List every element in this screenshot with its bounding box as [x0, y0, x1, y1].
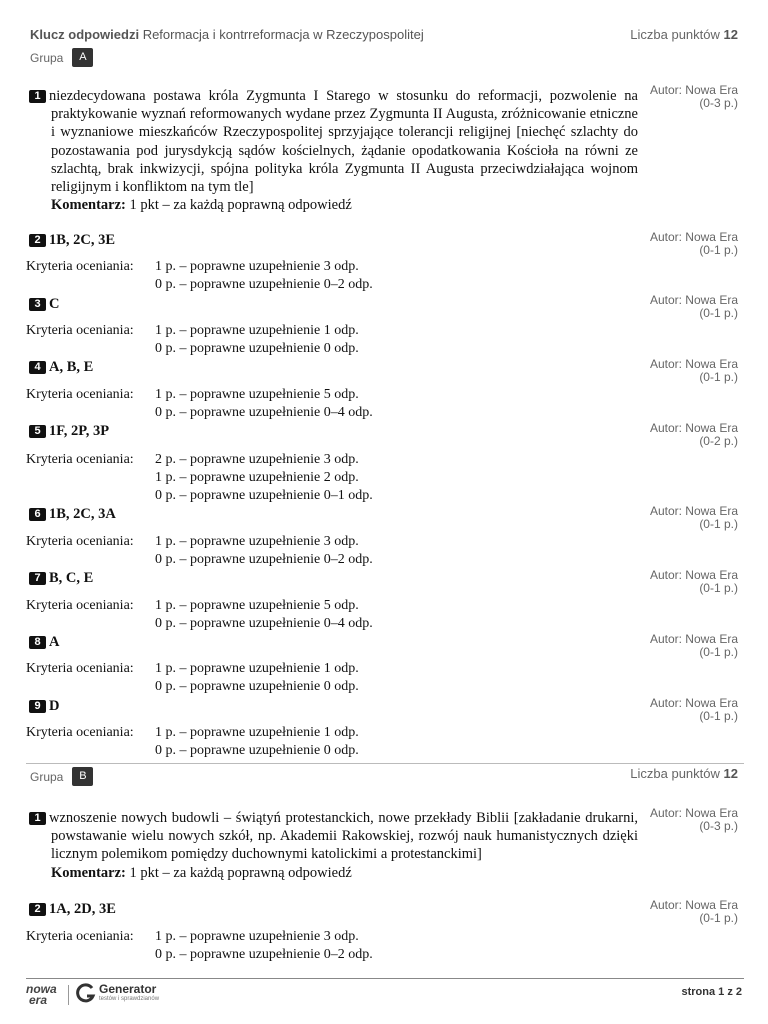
question-a4: 4 A, B, E — [29, 358, 638, 376]
author-a4: Autor: Nowa Era (0-1 p.) — [649, 357, 738, 384]
group-a-label: Grupa A — [30, 48, 93, 67]
author-a9: Autor: Nowa Era (0-1 p.) — [649, 696, 738, 723]
page-number: strona 1 z 2 — [681, 986, 742, 998]
author-a5: Autor: Nowa Era (0-2 p.) — [649, 421, 738, 448]
author-a8: Autor: Nowa Era (0-1 p.) — [649, 632, 738, 659]
document-title — [30, 27, 424, 42]
question-a8: 8 A — [29, 633, 638, 651]
generator-g-icon — [76, 983, 96, 1005]
question-b1: 1 wznoszenie nowych budowli – świątyń protestanckich, nowe przekłady Biblii [zakładanie drukarni, powstawanie wielu nowych szkół, np. Akademii Rakowskiej, rozwój nauk humanistycznych dzięki licznym polemikom pomiędzy duchownymi katolickimi a protestanckimi] Komentarz: 1 pkt – za każdą poprawną odpowiedź — [29, 809, 638, 882]
title-rest: Reformacja i kontrreformacja w Rzeczypospolitej — [142, 27, 424, 42]
question-a7: 7 B, C, E — [29, 569, 638, 587]
author-a2: Autor: Nowa Era (0-1 p.) — [649, 230, 738, 257]
comment: Komentarz: 1 pkt – za każdą poprawną odpowiedź — [51, 197, 352, 214]
author-a1: Autor: Nowa Era (0-3 p.) — [649, 83, 738, 110]
nowa-era-logo: nowa era — [26, 982, 57, 1007]
group-a-badge: A — [72, 48, 93, 67]
question-a6: 6 1B, 2C, 3A — [29, 505, 638, 523]
question-number: 1 — [29, 90, 46, 103]
question-b2: 2 1A, 2D, 3E — [29, 900, 638, 918]
author-a7: Autor: Nowa Era (0-1 p.) — [649, 568, 738, 595]
question-a5: 5 1F, 2P, 3P — [29, 422, 638, 440]
author-b2: Autor: Nowa Era (0-1 p.) — [649, 898, 738, 925]
author-a3: Autor: Nowa Era (0-1 p.) — [649, 293, 738, 320]
total-points: Liczba punktów 12 — [630, 27, 738, 42]
answer-text: niezdecydowana postawa króla Zygmunta I Starego w stosunku do reformacji, pozwolenie na praktykowanie wyznań reformowanych wydane przez Zygmunta II Augusta, zróżnicowanie etniczne i wyznaniowe mieszkańców Rzeczypospolitej sprzyjające tolerancji religijnej [niechęć szlachty do pozostawania pod jurysdykcją sądów kościelnych, żądanie opodatkowania Kościoła na równi ze szlachtą, brak inkwizycji, spójna polityka króla Zygmunta II Augusta przeciwdziałająca wojnom religijnym i konfliktom na tym tle] — [49, 88, 638, 196]
footer-divider — [26, 978, 744, 979]
author-a6: Autor: Nowa Era (0-1 p.) — [649, 504, 738, 531]
question-a9: 9 D — [29, 697, 638, 715]
question-a3: 3 C — [29, 295, 638, 313]
logo-separator — [68, 985, 69, 1005]
group-b-points: Liczba punktów 12 — [630, 766, 738, 781]
question-a2: 2 1B, 2C, 3E — [29, 231, 638, 249]
question-a1 — [29, 87, 638, 214]
group-divider — [26, 763, 744, 764]
author-b1: Autor: Nowa Era (0-3 p.) — [649, 806, 738, 833]
title-bold: Klucz odpowiedzi — [30, 27, 140, 42]
group-b-label: Grupa B — [30, 767, 93, 786]
comment: Komentarz: 1 pkt – za każdą poprawną odpowiedź — [51, 864, 352, 881]
generator-logo: Generator testów i sprawdzianów — [76, 983, 159, 1005]
group-b-badge: B — [72, 767, 93, 786]
